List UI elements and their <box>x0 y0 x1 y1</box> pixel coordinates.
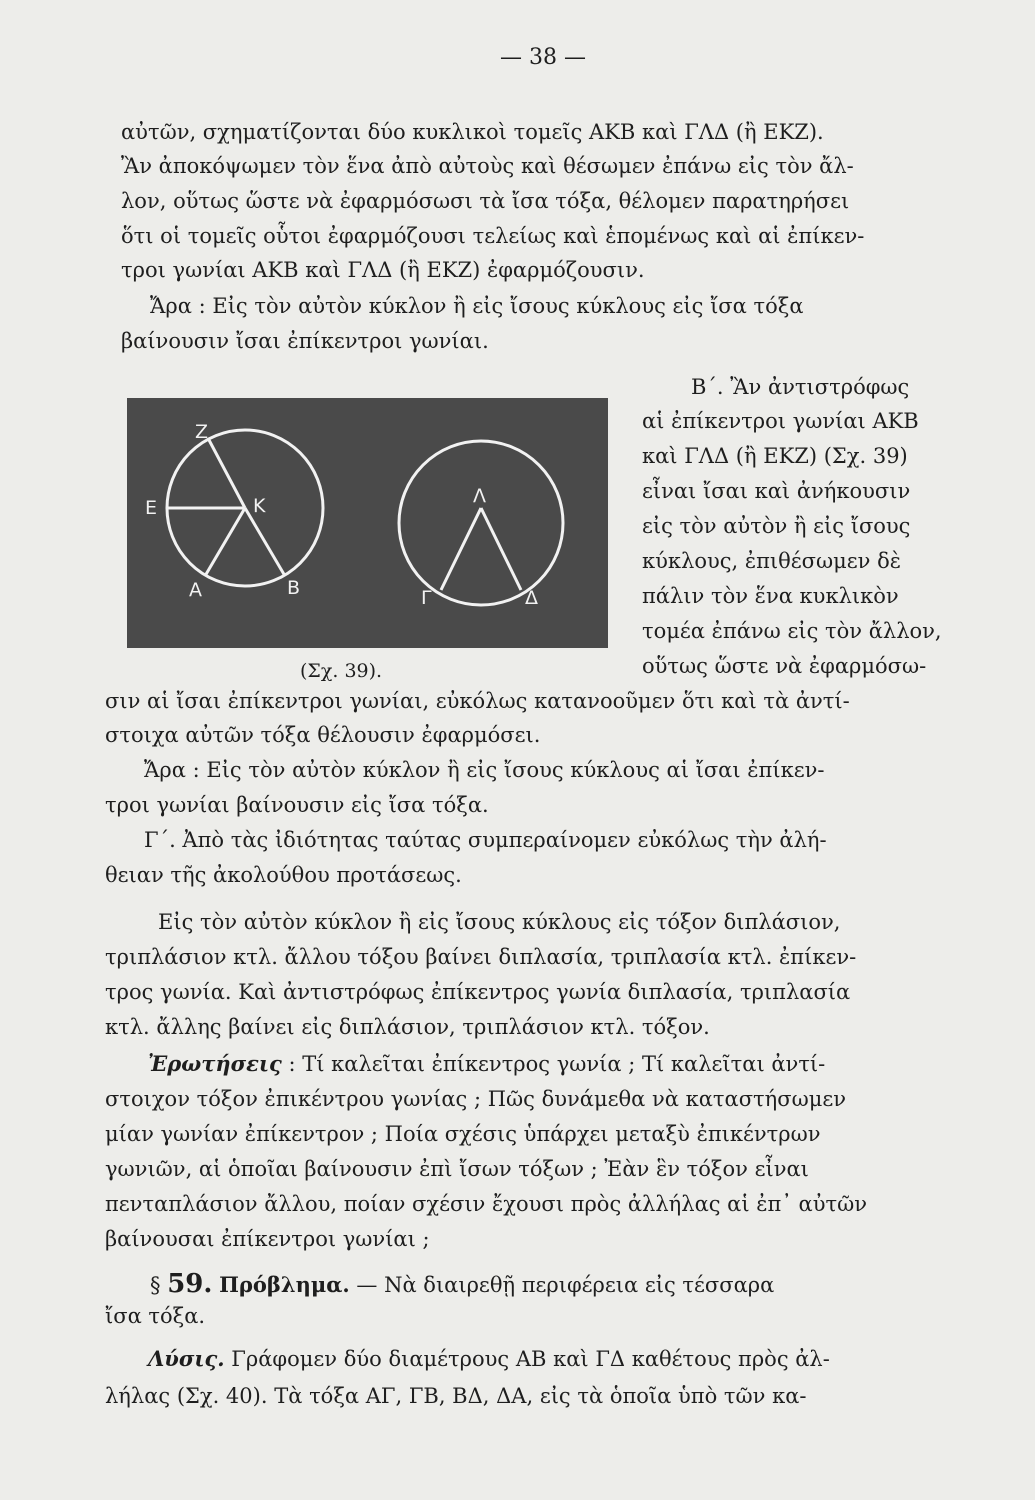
radius-kb <box>245 508 285 576</box>
right-circle <box>399 441 563 605</box>
solution-text: Γράφομεν δύο διαμέτρους ΑΒ καὶ ΓΔ καθέτους πρὸς ἀλ- <box>231 1347 830 1371</box>
text-line: βαίνουσαι ἐπίκεντροι γωνίαι ; <box>105 1227 430 1251</box>
text-line: σιν αἱ ἴσαι ἐπίκεντροι γωνίαι, εὐκόλως κατανοοῦμεν ὅτι καὶ τὰ ἀντί- <box>105 689 850 713</box>
rule-line: τροι γωνίαι βαίνουσιν εἰς ἴσα τόξα. <box>105 793 489 817</box>
figure-caption: (Σχ. 39). <box>300 660 383 682</box>
text-line: τριπλάσιον κτλ. ἄλλου τόξου βαίνει διπλασία, τριπλασία κτλ. ἐπίκεν- <box>105 945 857 969</box>
label-z: Ζ <box>195 421 209 443</box>
label-l: Λ <box>473 485 486 507</box>
figure-39 <box>127 398 608 648</box>
text-line: Ἂν ἀποκόψωμεν τὸν ἕνα ἀπὸ αὐτοὺς καὶ θέσωμεν ἐπάνω εἰς τὸν ἄλ- <box>121 154 854 178</box>
side-text-line: εἰς τὸν αὐτὸν ἢ εἰς ἴσους <box>642 514 911 538</box>
problem-heading <box>150 1271 774 1297</box>
rule-line: βαίνουσιν ἴσαι ἐπίκεντροι γωνίαι. <box>121 329 489 353</box>
radius-lg <box>441 508 481 590</box>
radius-kz <box>209 440 245 508</box>
section-sign: § <box>150 1273 161 1297</box>
questions-text: : Τί καλεῖται ἐπίκεντρος γωνία ; Τί καλεῖται ἀντί- <box>288 1052 826 1076</box>
side-text-line: εἶναι ἴσαι καὶ ἀνήκουσιν <box>642 479 911 503</box>
problem-text: — Νὰ διαιρεθῇ περιφέρεια εἰς τέσσαρα <box>356 1273 775 1297</box>
text-line: τροι γωνίαι ΑΚΒ καὶ ΓΛΔ (ἢ ΕΚΖ) ἐφαρμόζουσιν. <box>121 258 645 282</box>
text-line: τρος γωνία. Καὶ ἀντιστρόφως ἐπίκεντρος γωνία διπλασία, τριπλασία <box>105 980 851 1004</box>
side-text-line: καὶ ΓΛΔ (ἢ ΕΚΖ) (Σχ. 39) <box>642 444 908 468</box>
label-e: Ε <box>145 497 158 519</box>
text-line: γωνιῶν, αἱ ὁποῖαι βαίνουσιν ἐπὶ ἴσων τόξων ; Ἐὰν ἓν τόξον εἶναι <box>105 1157 809 1181</box>
side-text-line: οὕτως ὥστε νὰ ἐφαρμόσω- <box>642 654 927 678</box>
side-text-line: τομέα ἐπάνω εἰς τὸν ἄλλον, <box>642 619 942 643</box>
radius-ld <box>481 508 521 590</box>
text-line: κτλ. ἄλλης βαίνει εἰς διπλάσιον, τριπλάσιον κτλ. τόξον. <box>105 1015 710 1039</box>
side-text-line: Β΄. Ἂν ἀντιστρόφως <box>691 375 910 399</box>
label-k: Κ <box>253 495 266 517</box>
problem-number: 59. <box>167 1269 213 1299</box>
problem-title: Πρόβλημα. <box>219 1272 350 1297</box>
text-line: στοιχα αὐτῶν τόξα θέλουσιν ἐφαρμόσει. <box>105 723 541 747</box>
side-text-line: κύκλους, ἐπιθέσωμεν δὲ <box>642 549 902 573</box>
label-a: Α <box>189 579 202 601</box>
side-text-line: πάλιν τὸν ἕνα κυκλικὸν <box>642 584 899 608</box>
solution-first-line <box>148 1348 830 1370</box>
text-line: ὅτι οἱ τομεῖς οὗτοι ἐφαρμόζουσι τελείως καὶ ἑπομένως καὶ αἱ ἐπίκεν- <box>121 224 865 248</box>
label-b: Β <box>287 577 301 599</box>
rule-line: Ἄρα : Εἰς τὸν αὐτὸν κύκλον ἢ εἰς ἴσους κύκλους αἱ ἴσαι ἐπίκεν- <box>144 758 825 782</box>
side-text-line: αἱ ἐπίκεντροι γωνίαι ΑΚΒ <box>642 409 919 433</box>
text-line: πενταπλάσιον ἄλλου, ποίαν σχέσιν ἔχουσι πρὸς ἀλλήλας αἱ ἐπ᾽ αὐτῶν <box>105 1192 867 1216</box>
text-line: Εἰς τὸν αὐτὸν κύκλον ἢ εἰς ἴσους κύκλους εἰς τόξον διπλάσιον, <box>158 910 841 934</box>
text-line: λον, οὕτως ὥστε νὰ ἐφαρμόσωσι τὰ ἴσα τόξα, θέλομεν παρατηρήσει <box>121 189 850 213</box>
rule-line: Ἄρα : Εἰς τὸν αὐτὸν κύκλον ἢ εἰς ἴσους κύκλους εἰς ἴσα τόξα <box>150 294 804 318</box>
text-line: αὐτῶν, σχηματίζονται δύο κυκλικοὶ τομεῖς ΑΚΒ καὶ ΓΛΔ (ἢ ΕΚΖ). <box>121 120 824 144</box>
text-line: στοιχον τόξον ἐπικέντρου γωνίας ; Πῶς δυνάμεθα νὰ καταστήσωμεν <box>105 1087 846 1111</box>
text-line: μίαν γωνίαν ἐπίκεντρον ; Ποία σχέσις ὑπάρχει μεταξὺ ἐπικέντρων <box>105 1122 821 1146</box>
radius-ka <box>205 508 245 576</box>
label-d: Δ <box>525 587 538 609</box>
text-line: ἴσα τόξα. <box>105 1304 206 1328</box>
page-number: — 38 — <box>500 45 586 70</box>
solution-label: Λύσις. <box>148 1346 225 1371</box>
figure-39-drawing <box>127 398 608 648</box>
questions-first-line <box>148 1053 825 1075</box>
text-line: λήλας (Σχ. 40). Τὰ τόξα ΑΓ, ΓΒ, ΒΔ, ΔΑ, εἰς τὰ ὁποῖα ὑπὸ τῶν κα- <box>105 1384 807 1408</box>
text-line: Γ΄. Ἀπὸ τὰς ἰδιότητας ταύτας συμπεραίνομεν εὐκόλως τὴν ἀλή- <box>144 828 827 852</box>
questions-label: Ἐρωτήσεις <box>148 1051 282 1076</box>
text-line: θειαν τῆς ἀκολούθου προτάσεως. <box>105 863 462 887</box>
label-g: Γ <box>421 587 432 609</box>
